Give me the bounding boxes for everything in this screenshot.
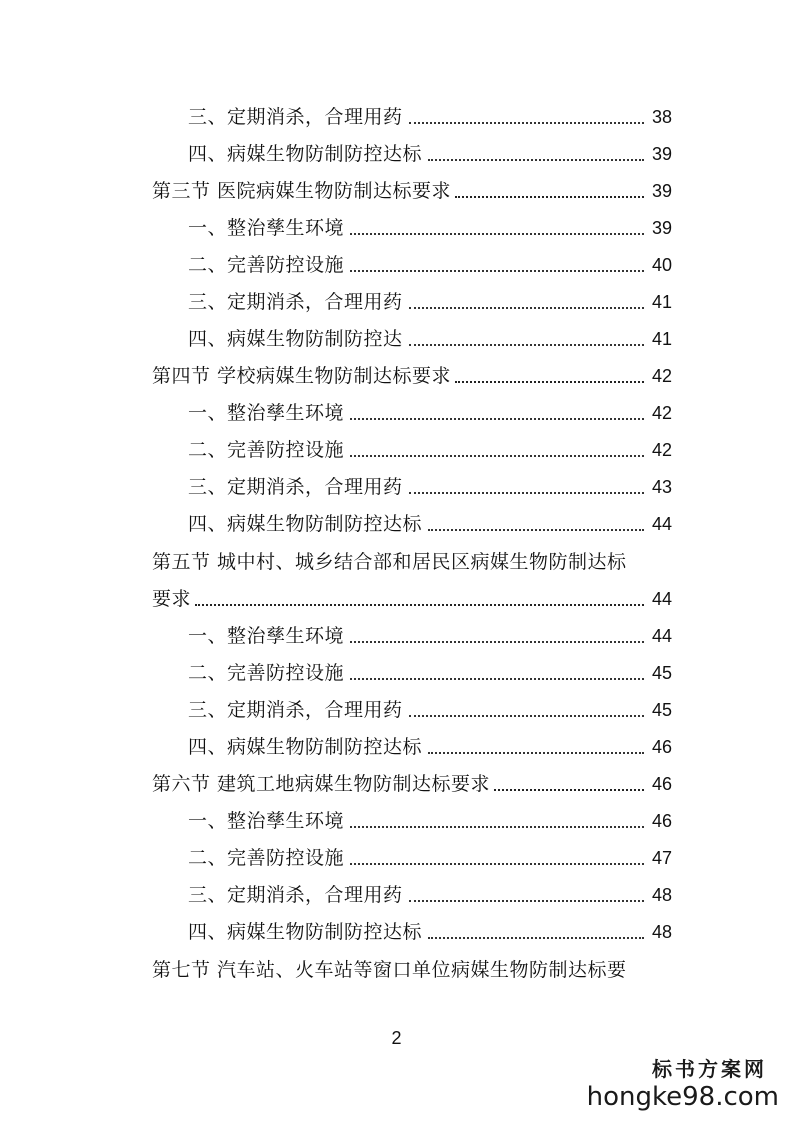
toc-entry-title: 一、整治孳生环境 bbox=[188, 217, 345, 239]
toc-entry[interactable] bbox=[188, 841, 672, 875]
toc-entry[interactable] bbox=[188, 211, 672, 245]
toc-entry-title: 一、整治孳生环境 bbox=[188, 810, 345, 832]
toc-entry-page: 38 bbox=[651, 107, 672, 127]
toc-entry-title: 第五节 城中村、城乡结合部和居民区病媒生物防制达标 bbox=[152, 551, 627, 573]
toc-entry-title: 一、整治孳生环境 bbox=[188, 402, 345, 424]
toc-entry-page: 42 bbox=[651, 440, 672, 460]
toc-entry[interactable] bbox=[188, 100, 672, 134]
toc-entry-title: 第七节 汽车站、火车站等窗口单位病媒生物防制达标要 bbox=[152, 959, 627, 981]
toc-entry[interactable] bbox=[188, 470, 672, 504]
toc-section-entry-continuation[interactable] bbox=[152, 582, 672, 616]
toc-leader-dots bbox=[350, 454, 644, 457]
toc-entry-title: 二、完善防控设施 bbox=[188, 662, 345, 684]
toc-leader-dots bbox=[350, 862, 644, 865]
toc-section-entry[interactable] bbox=[152, 545, 672, 579]
toc-entry-page: 42 bbox=[651, 403, 672, 423]
toc-entry-title: 四、病媒生物防制防控达标 bbox=[188, 143, 423, 165]
toc-entry-page: 42 bbox=[651, 366, 672, 386]
toc-leader-dots bbox=[350, 269, 644, 272]
toc-entry-page: 41 bbox=[651, 329, 672, 349]
toc-entry-title: 二、完善防控设施 bbox=[188, 254, 345, 276]
toc-entry-page: 41 bbox=[651, 292, 672, 312]
toc-entry-title: 三、定期消杀，合理用药 bbox=[188, 106, 403, 128]
toc-leader-dots bbox=[409, 899, 644, 902]
toc-entry-page: 43 bbox=[651, 477, 672, 497]
toc-section-entry[interactable] bbox=[152, 953, 672, 987]
toc-entry[interactable] bbox=[188, 137, 672, 171]
toc-entry-title: 二、完善防控设施 bbox=[188, 439, 345, 461]
toc-entry-page: 48 bbox=[651, 885, 672, 905]
toc-entry-title: 一、整治孳生环境 bbox=[188, 625, 345, 647]
toc-entry[interactable] bbox=[188, 656, 672, 690]
toc-entry-page: 48 bbox=[651, 922, 672, 942]
toc-entry[interactable] bbox=[188, 730, 672, 764]
toc-entry[interactable] bbox=[188, 396, 672, 430]
toc-leader-dots bbox=[409, 121, 644, 124]
toc-leader-dots bbox=[409, 714, 644, 717]
toc-entry-page: 46 bbox=[651, 811, 672, 831]
toc-entry-title: 三、定期消杀，合理用药 bbox=[188, 476, 403, 498]
toc-entry[interactable] bbox=[188, 248, 672, 282]
toc-leader-dots bbox=[455, 195, 644, 198]
toc-leader-dots bbox=[428, 751, 644, 754]
toc-entry[interactable] bbox=[188, 804, 672, 838]
toc-entry[interactable] bbox=[188, 915, 672, 949]
watermark-site-name: 标书方案网 bbox=[652, 1057, 767, 1081]
toc-entry-page: 40 bbox=[651, 255, 672, 275]
watermark bbox=[587, 1053, 779, 1112]
toc-entry-title: 四、病媒生物防制防控达 bbox=[188, 328, 403, 350]
toc-entry-title: 三、定期消杀，合理用药 bbox=[188, 291, 403, 313]
page-number: 2 bbox=[391, 1028, 402, 1048]
toc-leader-dots bbox=[428, 936, 644, 939]
toc-entry-title: 四、病媒生物防制防控达标 bbox=[188, 736, 423, 758]
toc-leader-dots bbox=[350, 677, 644, 680]
toc-entry-page: 39 bbox=[651, 218, 672, 238]
toc-entry-page: 45 bbox=[651, 663, 672, 683]
toc-entry-title: 三、定期消杀，合理用药 bbox=[188, 699, 403, 721]
toc-entry[interactable] bbox=[188, 433, 672, 467]
toc-leader-dots bbox=[350, 825, 644, 828]
toc-entry-page: 46 bbox=[651, 774, 672, 794]
toc-entry-title: 要求 bbox=[152, 588, 192, 610]
toc-entry-page: 46 bbox=[651, 737, 672, 757]
toc-leader-dots bbox=[428, 158, 644, 161]
toc-entry-page: 44 bbox=[651, 589, 672, 609]
toc-entry-page: 39 bbox=[651, 144, 672, 164]
toc-entry-title: 三、定期消杀，合理用药 bbox=[188, 884, 403, 906]
toc-leader-dots bbox=[195, 603, 644, 606]
toc-entry-page: 44 bbox=[651, 626, 672, 646]
toc-entry[interactable] bbox=[188, 619, 672, 653]
toc-entry[interactable] bbox=[188, 285, 672, 319]
toc-leader-dots bbox=[409, 491, 644, 494]
toc-entry-page: 45 bbox=[651, 700, 672, 720]
toc-entry-page: 44 bbox=[651, 514, 672, 534]
toc-entry[interactable] bbox=[188, 878, 672, 912]
toc-entry-title: 第四节 学校病媒生物防制达标要求 bbox=[152, 365, 452, 387]
toc-entry[interactable] bbox=[188, 693, 672, 727]
toc-leader-dots bbox=[350, 417, 644, 420]
toc-leader-dots bbox=[409, 306, 644, 309]
toc-entry-title: 第三节 医院病媒生物防制达标要求 bbox=[152, 180, 452, 202]
toc-entry-title: 四、病媒生物防制防控达标 bbox=[188, 921, 423, 943]
toc-leader-dots bbox=[455, 380, 644, 383]
toc-entry-page: 39 bbox=[651, 181, 672, 201]
toc-leader-dots bbox=[428, 528, 644, 531]
toc-entry[interactable] bbox=[188, 507, 672, 541]
watermark-url: hongke98.com bbox=[586, 1082, 779, 1112]
toc-leader-dots bbox=[350, 232, 644, 235]
toc-entry-title: 第六节 建筑工地病媒生物防制达标要求 bbox=[152, 773, 491, 795]
toc-entry-title: 四、病媒生物防制防控达标 bbox=[188, 513, 423, 535]
toc-entry[interactable] bbox=[188, 322, 672, 356]
toc-section-entry[interactable] bbox=[152, 767, 672, 801]
toc-entry-page: 47 bbox=[651, 848, 672, 868]
toc-leader-dots bbox=[494, 788, 644, 791]
toc-entry-title: 二、完善防控设施 bbox=[188, 847, 345, 869]
toc-section-entry[interactable] bbox=[152, 174, 672, 208]
toc-leader-dots bbox=[350, 640, 644, 643]
toc-section-entry[interactable] bbox=[152, 359, 672, 393]
toc-leader-dots bbox=[409, 343, 644, 346]
